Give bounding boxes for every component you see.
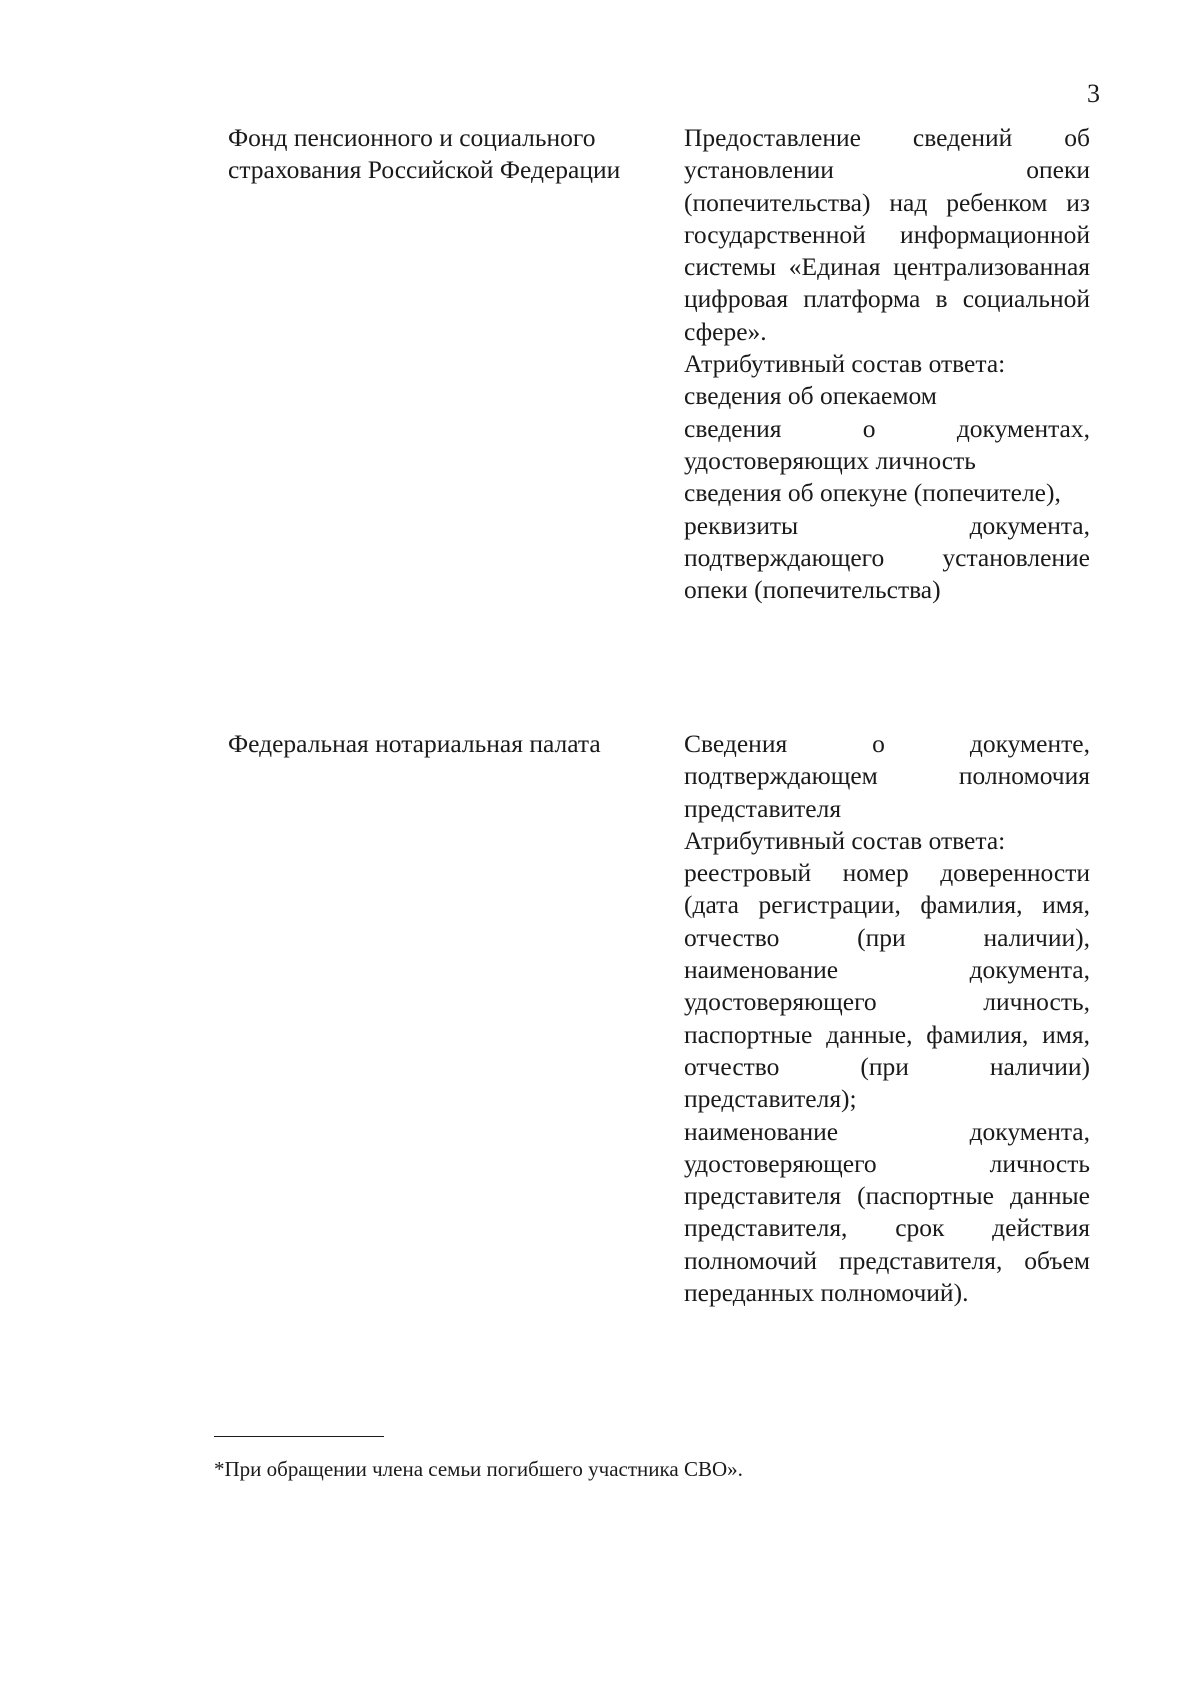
description-paragraph: Сведения о документе, подтверждающем полномочия представителя <box>684 729 1090 823</box>
agency-name-line: Федеральная нотариальная палата <box>228 729 601 758</box>
page-number: 3 <box>1087 79 1100 108</box>
attribute-item: сведения о документах, удостоверяющих личность <box>684 413 1090 475</box>
attribute-item: сведения об опекаемом <box>684 381 937 411</box>
description-cell <box>684 728 1090 1309</box>
agency-cell <box>228 728 668 760</box>
attribute-item: наименование документа, удостоверяющего личность представителя (паспортные данные представителя, срок действия полномочий представителя, объем переданных полномочий). <box>684 1116 1090 1308</box>
description-cell <box>684 122 1090 606</box>
agency-name-line: страхования Российской Федерации <box>228 155 621 185</box>
agency-name-line: Фонд пенсионного и социального <box>228 123 596 152</box>
footnote: *При обращении члена семьи погибшего участника СВО». <box>214 1457 743 1481</box>
agency-cell <box>228 122 668 187</box>
attributes-heading: Атрибутивный состав ответа: <box>684 349 1006 379</box>
attribute-item: реестровый номер доверенности (дата регистрации, фамилия, имя, отчество (при наличии), наименование документа, удостоверяющего личность, паспортные данные, фамилия, имя, отчество (при наличии) представителя); <box>684 858 1090 1114</box>
description-paragraph: Предоставление сведений об установлении опеки (попечительства) над ребенком из государственной информационной системы «Единая централизованная цифровая платформа в социальной сфере». <box>684 123 1090 346</box>
footnote-divider <box>214 1436 384 1437</box>
attribute-item: сведения об опекуне (попечителе), <box>684 478 1061 508</box>
attribute-item: реквизиты документа, подтверждающего установление опеки (попечительства) <box>684 510 1090 605</box>
attributes-heading: Атрибутивный состав ответа: <box>684 825 1006 855</box>
